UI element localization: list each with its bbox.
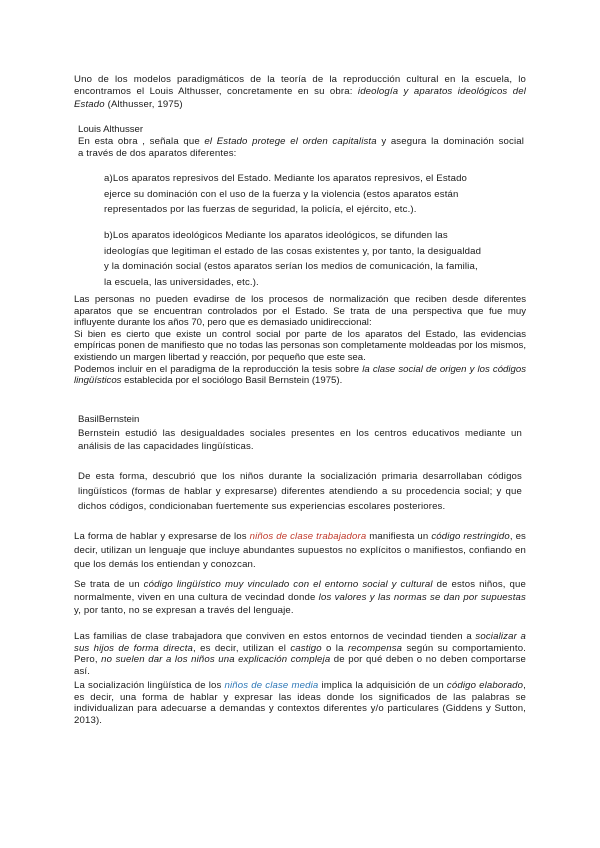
personas-paragraph-2: Si bien es cierto que existe un control social por parte de los aparatos del Estado, las evidencias empíricas ponen de manifiesto que no todas las personas son completamente moldeadas por los mismos, existiendo un margen libertad y reacción, por pequeño que este sea. — [74, 328, 526, 363]
intro-line-1: Uno de los modelos paradigmáticos de la teoría de la reproducción cultural en la escuela, lo — [74, 74, 526, 85]
intro-line-2: encontramos el Louis Althusser, concretamente en su obra: ideología y aparatos ideológicos del — [74, 86, 526, 98]
ideologicos-line-4: la escuela, las universidades, etc.). — [104, 276, 259, 288]
intro-book-title: ideología y aparatos ideológicos del — [357, 86, 526, 98]
represivos-line-2: ejerce su dominación con el uso de la fuerza y la violencia (estos aparatos están — [104, 188, 459, 200]
vinculado-paragraph: Se trata de un código lingüístico muy vinculado con el entorno social y cultural de estos niños, que normalmente, viven en una cultura de vecindad donde los valores y las normas se dan por supuestas y, por tanto, no se expresan a través del lenguaje. — [74, 579, 526, 616]
aparatos-represivos — [104, 171, 467, 218]
personas-paragraph-1: Las personas no pueden evadirse de los procesos de normalización que reciben desde diferentes aparatos que se encuentran controlados por el Estado. Se trata de una perspectiva que fue muy influyente durante los años 70, pero que es demasiado unidireccional: — [74, 294, 526, 329]
althusser-line-1: En esta obra , señala que el Estado protege el orden capitalista y asegura la dominación social — [78, 136, 524, 147]
ideologicos-line-3: y la dominación social (estos aparatos serían los medios de comunicación, la familia, — [104, 261, 478, 272]
ideologicos-line-2: ideologías que legitiman el estado de las cosas existentes y, por tanto, la desigualdad — [104, 245, 482, 257]
intro-line-3: Estado (Althusser, 1975) — [74, 98, 183, 110]
forma-paragraph: La forma de hablar y expresarse de los niños de clase trabajadora manifiesta un código restringido, es decir, utilizan un lenguaje que incluye abundantes supuestos no explícitos o manifiestos, confiando en que los demás los entiendan y conozcan. — [74, 531, 526, 571]
althusser-heading: Louis Althusser — [78, 124, 144, 135]
bernstein-paragraph-1: Bernstein estudió las desigualdades sociales presentes en los centros educativos mediante un análisis de las capacidades lingüísticas. — [78, 428, 522, 452]
represivos-line-3: representados por las fuerzas de seguridad, la policía, el ejército, etc.). — [104, 204, 417, 215]
ninos-clase-media-link[interactable]: niños de clase media — [224, 680, 319, 691]
personas-section — [74, 294, 526, 387]
althusser-paragraph — [78, 136, 524, 161]
bernstein-paragraph-2: De esta forma, descubrió que los niños durante la socialización primaria desarrollaban códigos lingüísticos (formas de hablar y expresarse) diferentes atendiendo a su procedencia social; y que dichos códigos, condicionaban fuertemente sus experiencias escolares posteriores. — [78, 471, 522, 512]
represivos-line-1: a)Los aparatos represivos del Estado. Mediante los aparatos represivos, el Estado — [104, 173, 468, 184]
aparatos-ideologicos — [104, 228, 481, 290]
althusser-line-2: a través de dos aparatos diferentes: — [78, 148, 237, 160]
familias-paragraph: Las familias de clase trabajadora que conviven en estos entornos de vecindad tienden a socializar a sus hijos de forma directa, es decir, utilizan el castigo o la recompensa según su comportamiento. Pero, no suelen dar a los niños una explicación compleja de por qué deben o no deben comportarse así. — [74, 631, 527, 677]
ideologicos-line-1: b)Los aparatos ideológicos Mediante los aparatos ideológicos, se difunden las — [104, 230, 448, 241]
bernstein-heading: BasilBernstein — [78, 414, 140, 425]
personas-paragraph-3: Podemos incluir en el paradigma de la reproducción la tesis sobre la clase social de origen y los códigos lingüísticos establecida por el sociólogo Basil Bernstein (1975). — [74, 363, 526, 387]
media-paragraph: La socialización lingüística de los niños de clase media implica la adquisición de un código elaborado, es decir, una forma de hablar y expresar las ideas donde los significados de las palabras se individualizan para adecuarse a demandas y contextos diferentes y/o particulares (Giddens y Sutton, 2013). — [74, 680, 526, 726]
ninos-clase-trabajadora-link[interactable]: niños de clase trabajadora — [249, 531, 367, 542]
intro-paragraph — [74, 74, 526, 111]
